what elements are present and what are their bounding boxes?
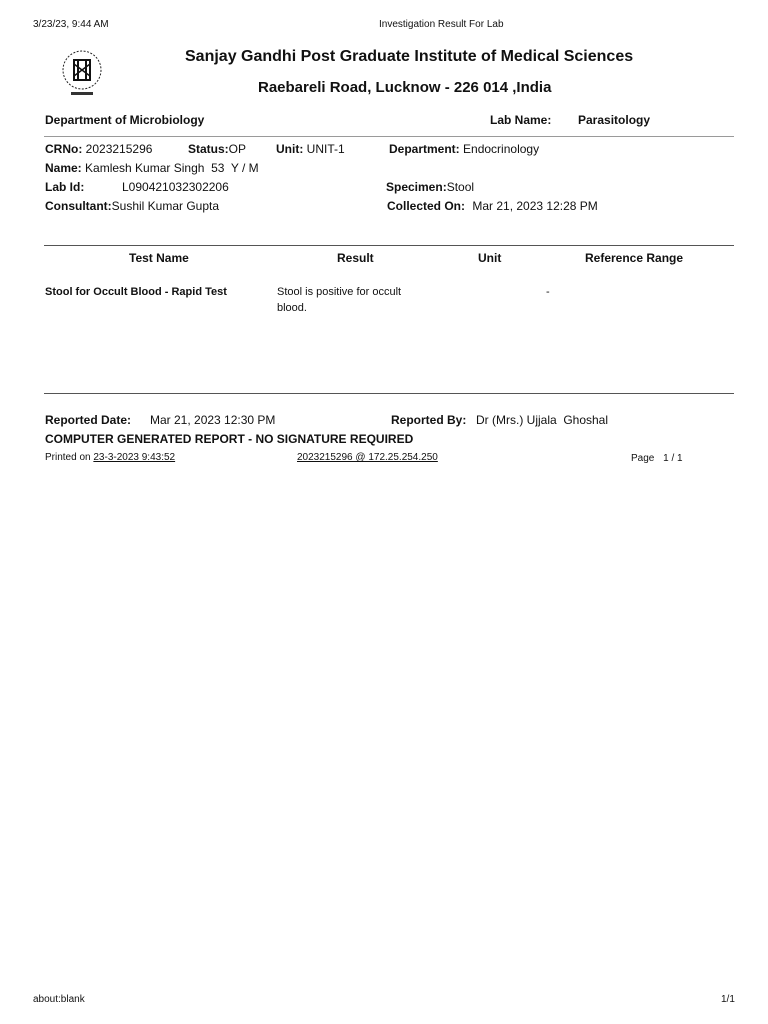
department-label: Department of Microbiology <box>45 113 205 127</box>
lab-name-label: Lab Name: <box>490 113 552 127</box>
patient-department-label: Department: <box>389 142 460 156</box>
reported-date-label: Reported Date: <box>45 413 132 427</box>
reference-range-cell: - <box>546 286 550 298</box>
reported-date-value: Mar 21, 2023 12:30 PM <box>150 413 276 427</box>
printed-on-field <box>45 452 175 463</box>
lab-name-value: Parasitology <box>578 113 651 127</box>
unit-field <box>276 142 345 156</box>
page-value: 1 / 1 <box>663 453 683 464</box>
lab-id-label: Lab Id: <box>45 180 85 194</box>
institute-emblem-icon <box>57 48 107 100</box>
collected-label: Collected On: <box>387 199 466 213</box>
computer-generated-notice: COMPUTER GENERATED REPORT - NO SIGNATURE REQUIRED <box>45 432 414 446</box>
status-field <box>188 142 246 156</box>
print-page-count: 1/1 <box>721 994 735 1005</box>
unit-value: UNIT-1 <box>306 142 345 156</box>
print-page-title: Investigation Result For Lab <box>379 19 504 30</box>
department-field <box>389 142 539 156</box>
printed-on-value: 23-3-2023 9:43:52 <box>93 452 176 463</box>
result-cell-line1: Stool is positive for occult <box>277 286 402 298</box>
crno-field <box>45 142 152 156</box>
divider-table-bottom <box>44 393 734 394</box>
crno-value: 2023215296 <box>85 142 153 156</box>
reported-by-label: Reported By: <box>391 413 467 427</box>
patient-name-value: Kamlesh Kumar Singh 53 Y / M <box>85 161 259 175</box>
header-unit: Unit <box>478 251 502 265</box>
status-value: OP <box>228 142 247 156</box>
test-name-cell: Stool for Occult Blood - Rapid Test <box>45 286 227 298</box>
page-number <box>631 453 683 464</box>
specimen-label: Specimen: <box>386 180 447 194</box>
reported-by-value: Dr (Mrs.) Ujjala Ghoshal <box>476 413 609 427</box>
crno-label: CRNo: <box>45 142 83 156</box>
result-cell-line2: blood. <box>277 302 307 314</box>
consultant-label: Consultant: <box>45 199 112 213</box>
lab-id-value: L090421032302206 <box>122 180 229 194</box>
unit-label: Unit: <box>276 142 304 156</box>
printed-on-label: Printed on <box>45 452 91 463</box>
patient-department-value: Endocrinology <box>463 142 540 156</box>
page-label: Page <box>631 453 655 464</box>
institute-address: Raebareli Road, Lucknow - 226 014 ,India <box>258 79 552 96</box>
print-reference: 2023215296 @ 172.25.254.250 <box>297 452 438 463</box>
status-label: Status: <box>188 142 229 156</box>
divider-table-top <box>44 245 734 246</box>
print-datetime: 3/23/23, 9:44 AM <box>33 19 109 30</box>
collected-field <box>387 199 598 213</box>
header-reference-range: Reference Range <box>585 251 684 265</box>
patient-name-field <box>45 161 259 175</box>
header-result: Result <box>337 251 374 265</box>
institute-name: Sanjay Gandhi Post Graduate Institute of Medical Sciences <box>185 48 634 65</box>
consultant-value: Sushil Kumar Gupta <box>111 199 220 213</box>
collected-value: Mar 21, 2023 12:28 PM <box>472 199 598 213</box>
header-test-name: Test Name <box>129 251 189 265</box>
divider-top <box>44 136 734 137</box>
specimen-field <box>386 180 474 194</box>
patient-name-label: Name: <box>45 161 82 175</box>
consultant-field <box>45 199 219 213</box>
specimen-value: Stool <box>446 180 475 194</box>
print-url: about:blank <box>33 994 85 1005</box>
